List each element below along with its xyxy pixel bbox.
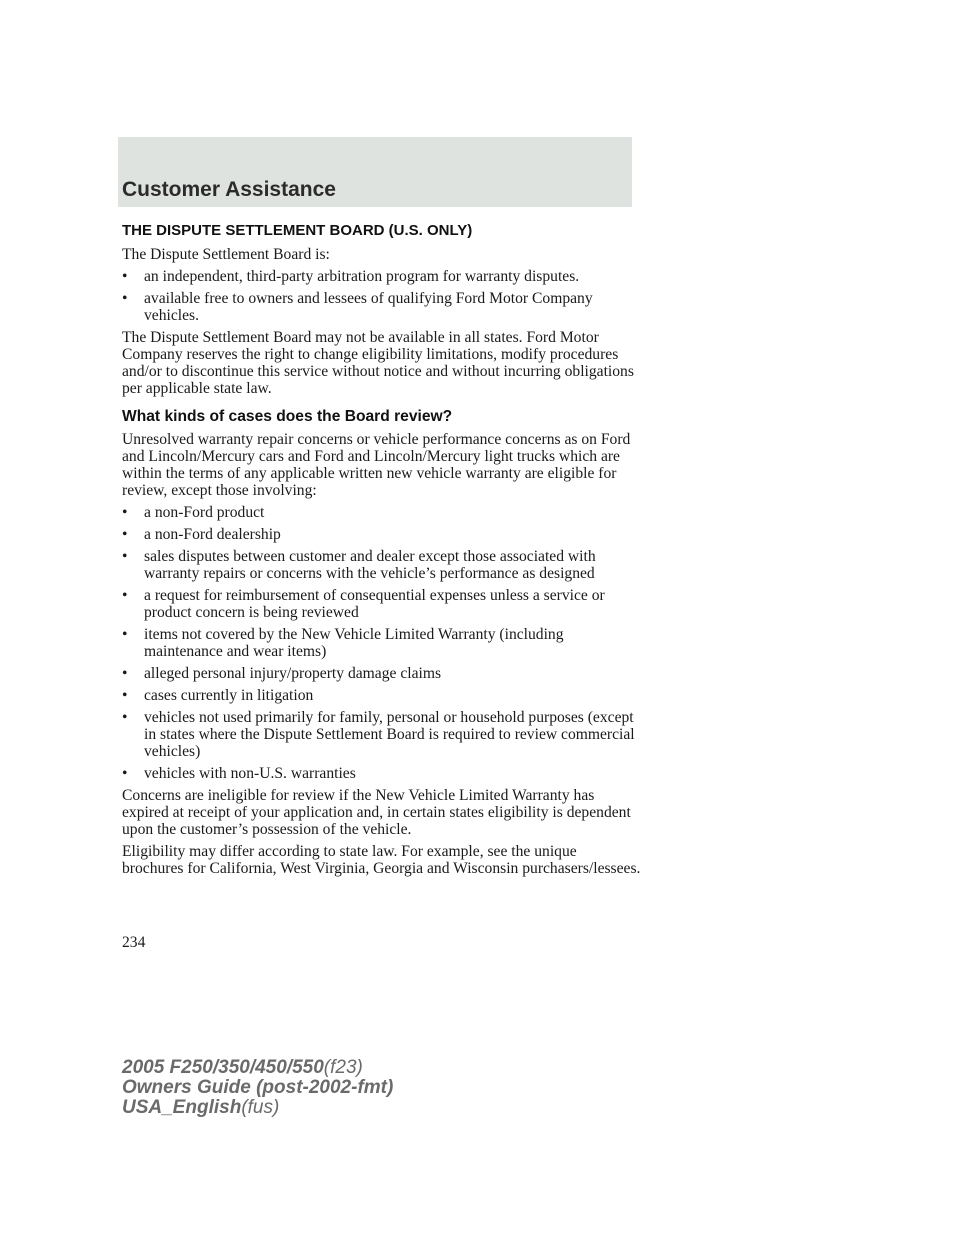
- bullet-icon: •: [122, 268, 128, 285]
- list-item: • an independent, third-party arbitration program for warranty disputes.: [122, 268, 580, 285]
- list-item: • a non-Ford dealership: [122, 526, 281, 543]
- ineligible-paragraph: Concerns are ineligible for review if the New Vehicle Limited Warranty has expired at receipt of your application and, in certain states eligibility is dependent upon the customer’s possession of the vehicle.: [122, 787, 631, 838]
- bullet-icon: •: [122, 626, 128, 643]
- page-number: 234: [122, 934, 146, 951]
- exclusions-list: [122, 504, 642, 782]
- footer-line-model: 2005 F250/350/450/550(f23): [122, 1057, 363, 1078]
- bullet-icon: •: [122, 687, 128, 704]
- list-item: • cases currently in litigation: [122, 687, 314, 704]
- section-title: Customer Assistance: [122, 178, 336, 201]
- footer-line-language: USA_English(fus): [122, 1097, 280, 1118]
- list-item: • a non-Ford product: [122, 504, 265, 521]
- list-item: • vehicles not used primarily for family, personal or household purposes (except in states where the Dispute Settlement Board is required to review commercial vehicles): [122, 709, 635, 760]
- main-heading: THE DISPUTE SETTLEMENT BOARD (U.S. ONLY): [122, 222, 473, 239]
- bullet-icon: •: [122, 526, 128, 543]
- state-law-paragraph: Eligibility may differ according to state law. For example, see the unique brochures for California, West Virginia, Georgia and Wisconsin purchasers/lessees.: [122, 843, 641, 877]
- bullet-icon: •: [122, 290, 128, 307]
- intro-paragraph: The Dispute Settlement Board is:: [122, 246, 330, 263]
- bullet-icon: •: [122, 665, 128, 682]
- list-item: • items not covered by the New Vehicle Limited Warranty (including maintenance and wear items): [122, 626, 564, 660]
- list-item: • vehicles with non-U.S. warranties: [122, 765, 356, 782]
- document-footer: [122, 1058, 393, 1118]
- bullet-icon: •: [122, 548, 128, 565]
- footer-line-guide: Owners Guide (post-2002-fmt): [122, 1077, 394, 1098]
- list-item: • alleged personal injury/property damage claims: [122, 665, 442, 682]
- board-bullet-list: [122, 268, 642, 324]
- bullet-icon: •: [122, 587, 128, 604]
- list-item: • a request for reimbursement of consequential expenses unless a service or product concern is being reviewed: [122, 587, 605, 621]
- list-item: • sales disputes between customer and dealer except those associated with warranty repairs or concerns with the vehicle’s performance as designed: [122, 548, 596, 582]
- bullet-icon: •: [122, 709, 128, 726]
- review-paragraph: Unresolved warranty repair concerns or vehicle performance concerns as on Ford and Lincoln/Mercury cars and Ford and Lincoln/Mercury light trucks which are within the terms of any applicable written new vehicle warranty are eligible for review, except those involving:: [122, 431, 631, 499]
- bullet-icon: •: [122, 765, 128, 782]
- availability-paragraph: The Dispute Settlement Board may not be available in all states. Ford Motor Company reserves the right to change eligibility limitations, modify procedures and/or to discontinue this service without notice and without incurring obligations per applicable state law.: [122, 329, 634, 397]
- subheading: What kinds of cases does the Board review?: [122, 408, 453, 425]
- bullet-icon: •: [122, 504, 128, 521]
- page-content: [122, 222, 642, 882]
- list-item: • available free to owners and lessees of qualifying Ford Motor Company vehicles.: [122, 290, 593, 324]
